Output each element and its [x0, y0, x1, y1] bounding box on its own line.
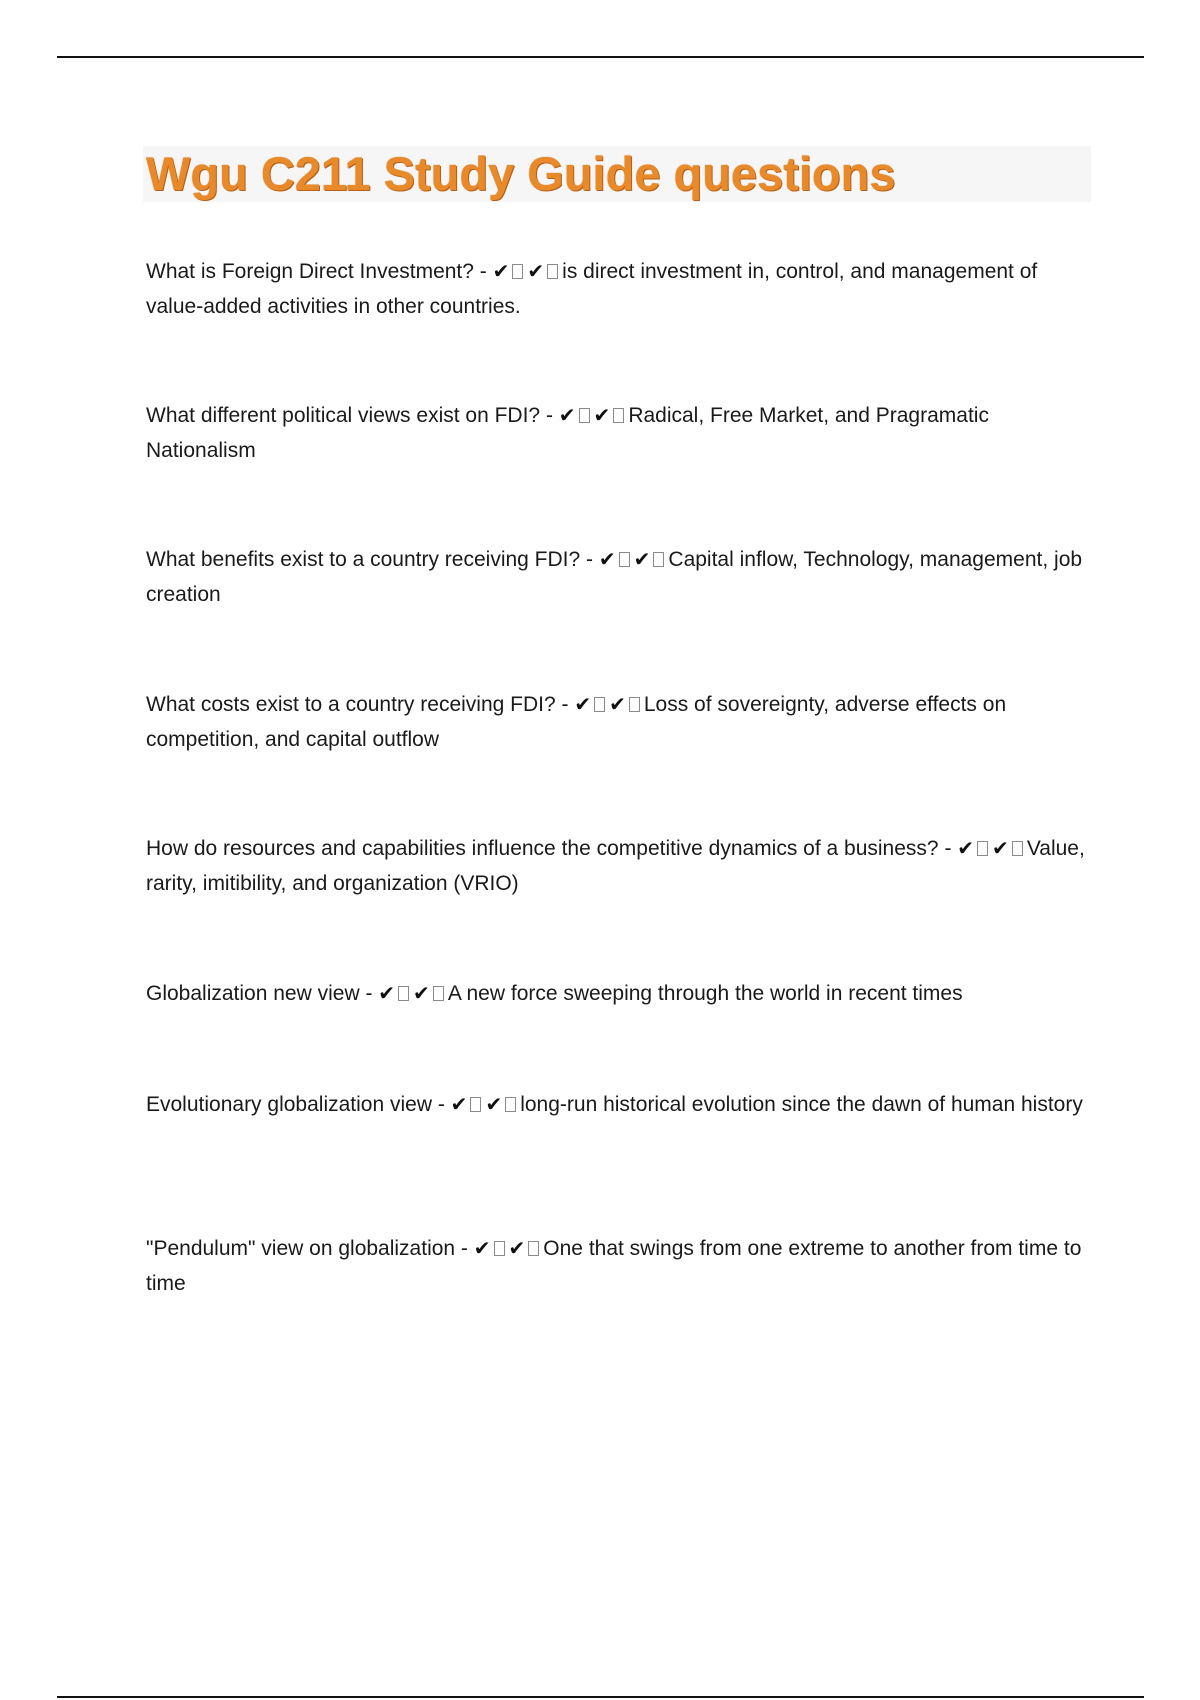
check-icon: ✔ — [593, 403, 611, 427]
check-icon: ✔ — [609, 692, 626, 716]
answer-text: Value, rarity, imitibility, and organization (VRIO) — [146, 837, 1085, 895]
question-text: What benefits exist to a country receiving FDI? — [146, 548, 581, 571]
qa-item — [146, 398, 1096, 468]
separator: - — [473, 260, 493, 283]
answer-text: A new force sweeping through the world in recent times — [447, 982, 963, 1005]
check-icon: ✔ — [957, 836, 975, 860]
check-icon: ✔ — [492, 259, 510, 283]
qa-item — [146, 542, 1096, 612]
check-icon: ✔ — [378, 981, 396, 1005]
box-icon — [619, 552, 630, 567]
box-icon — [512, 264, 523, 279]
separator: - — [555, 693, 575, 716]
check-icon: ✔ — [485, 1092, 503, 1116]
question-text: What different political views exist on FDI? — [146, 404, 541, 427]
box-icon — [579, 408, 590, 423]
box-icon — [629, 697, 640, 712]
box-icon — [613, 408, 624, 423]
answer-text: Capital inflow, Technology, management, job creation — [146, 548, 1083, 606]
check-icon: ✔ — [633, 547, 651, 571]
header-rule — [57, 56, 1144, 58]
question-text: "Pendulum" view on globalization — [146, 1237, 456, 1260]
answer-text: One that swings from one extreme to another from time to time — [146, 1237, 1082, 1295]
box-icon — [494, 1241, 505, 1256]
box-icon — [398, 986, 409, 1001]
check-icon: ✔ — [527, 259, 545, 283]
box-icon — [433, 986, 444, 1001]
box-icon — [505, 1097, 516, 1112]
check-icon: ✔ — [413, 981, 430, 1005]
question-text: How do resources and capabilities influence the competitive dynamics of a business? — [146, 837, 939, 860]
answer-text: Radical, Free Market, and Pragramatic Nationalism — [146, 404, 989, 462]
separator: - — [540, 404, 559, 427]
check-icon: ✔ — [574, 692, 592, 716]
separator: - — [432, 1093, 451, 1116]
qa-item — [146, 687, 1096, 757]
question-text: What is Foreign Direct Investment? — [146, 260, 474, 283]
answer-text: Loss of sovereignty, adverse effects on competition, and capital outflow — [146, 693, 1007, 751]
answer-text: long-run historical evolution since the dawn of human history — [520, 1093, 1083, 1116]
separator: - — [938, 837, 958, 860]
check-icon: ✔ — [598, 547, 616, 571]
check-icon: ✔ — [508, 1236, 526, 1260]
qa-item — [146, 1231, 1096, 1301]
question-text: Evolutionary globalization view — [146, 1093, 432, 1116]
question-text: Globalization new view — [146, 982, 360, 1005]
check-icon: ✔ — [992, 836, 1009, 860]
box-icon — [528, 1241, 539, 1256]
box-icon — [977, 841, 988, 856]
qa-item — [146, 254, 1096, 324]
qa-item — [146, 976, 1096, 1011]
box-icon — [653, 552, 664, 567]
check-icon: ✔ — [450, 1092, 468, 1116]
check-icon: ✔ — [558, 403, 576, 427]
box-icon — [1012, 841, 1023, 856]
separator: - — [580, 548, 599, 571]
box-icon — [547, 264, 558, 279]
question-text: What costs exist to a country receiving FDI? — [146, 693, 556, 716]
separator: - — [455, 1237, 474, 1260]
check-icon: ✔ — [473, 1236, 491, 1260]
box-icon — [594, 697, 605, 712]
box-icon — [470, 1097, 481, 1112]
page-title: Wgu C211 Study Guide questions — [146, 147, 896, 200]
qa-item — [146, 831, 1096, 901]
separator: - — [359, 982, 379, 1005]
footer-rule — [57, 1696, 1144, 1698]
qa-item — [146, 1087, 1096, 1122]
answer-text: is direct investment in, control, and management of value-added activities in other countries. — [146, 260, 1038, 318]
